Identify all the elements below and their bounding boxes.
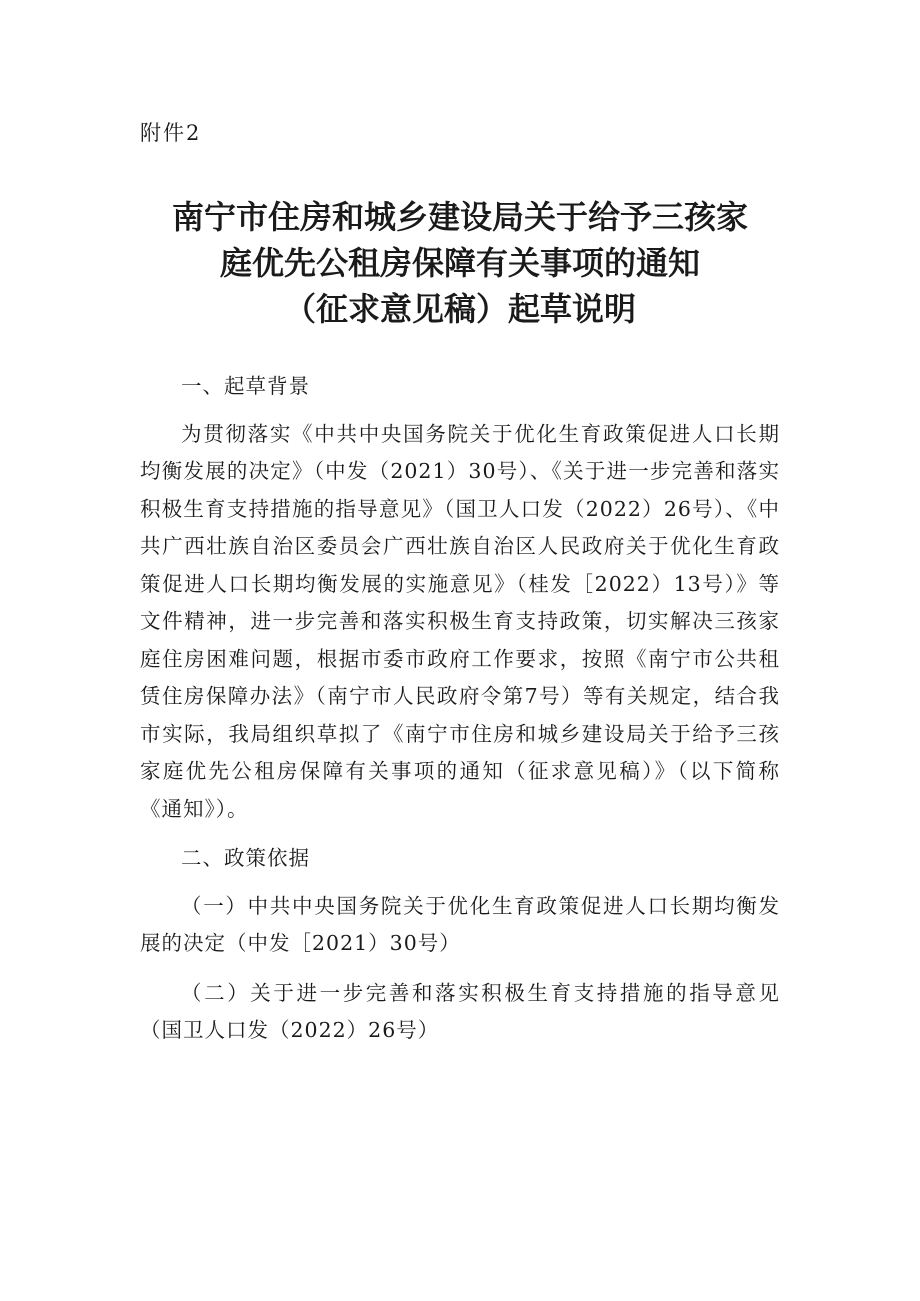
title-line-3: （征求意见稿）起草说明 <box>283 290 636 328</box>
basis-item-1: （一）中共中央国务院关于优化生育政策促进人口长期均衡发展的决定（中发［2021）30号） <box>140 893 780 955</box>
document-title <box>100 194 820 332</box>
paragraph-spacer <box>140 828 780 840</box>
background-paragraph: 为贯彻落实《中共中央国务院关于优化生育政策促进人口长期均衡发展的决定》（中发（2021）30号）、《关于进一步完善和落实积极生育支持措施的指导意见》（国卫人口发（2022）26号）、《中共广西壮族自治区委员会广西壮族自治区人民政府关于优化生育政策促进人口长期均衡发展的实施意见》（桂发［2022）13号）》等文件精神，进一步完善和落实积极生育支持政策，切实解决三孩家庭住房困难问题，根据市委市政府工作要求，按照《南宁市公共租赁住房保障办法》（南宁市人民政府令第7号）等有关规定，结合我市实际，我局组织草拟了《南宁市住房和城乡建设局关于给予三孩家庭优先公租房保障有关事项的通知（征求意见稿）》（以下简称《通知》）。 <box>140 421 780 821</box>
title-line-2: 庭优先公租房保障有关事项的通知 <box>219 244 700 282</box>
document-body <box>140 368 780 1050</box>
section-heading-basis: 二、政策依据 <box>181 846 310 870</box>
basis-item-2: （二）关于进一步完善和落实积极生育支持措施的指导意见（国卫人口发（2022）26号） <box>140 980 780 1042</box>
attachment-label: 附件2 <box>140 121 202 145</box>
title-line-1: 南宁市住房和城乡建设局关于给予三孩家 <box>171 198 748 236</box>
paragraph-spacer <box>140 963 780 975</box>
section-heading-background: 一、起草背景 <box>181 374 310 398</box>
